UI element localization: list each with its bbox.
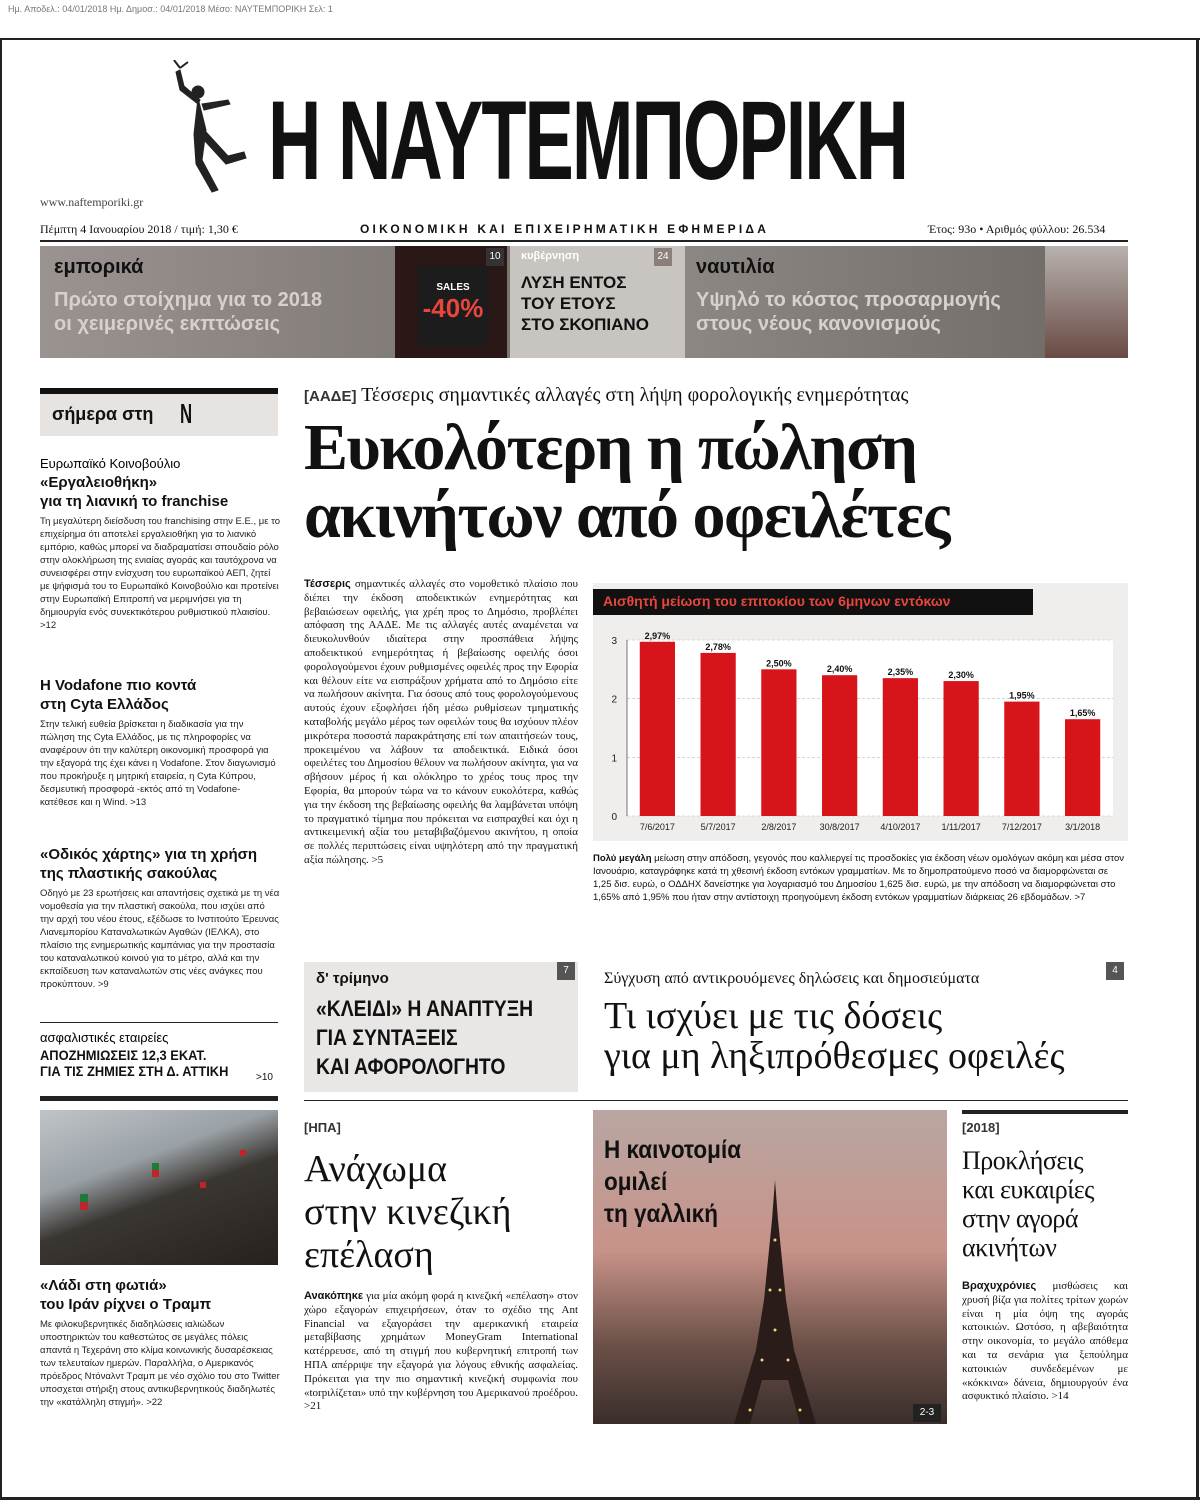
gdp-headline [316, 994, 533, 1081]
installments-page-badge: 4 [1106, 962, 1124, 980]
iran-body: Με φιλοκυβερνητικές διαδηλώσεις ιαλιώδων υποστηρικτών του καθεστώτος σε μεγάλες πόλεις απαντά η Τεχεράνη στο κλίμα κοινωνικής δυσαρέσκειας των τελευταίων ημερών. Παραλλήλα, ο Αμερικανός πρόεδρος Ντόναλντ Τραμπ με νέο σχόλιο του στο Twitter υποσχεται στήριξη στους αντικυβερνητικούς διαδηλωτές την «κατάλληλη στιγμή». >22 [40, 1319, 280, 1408]
banner-commerce-page-badge: 10 [486, 248, 504, 266]
date-price: Πέμπτη 4 Ιανουαρίου 2018 / τιμή: 1,30 € [40, 222, 238, 236]
page-border-left [0, 38, 2, 1500]
banner-government-headline [521, 272, 649, 335]
innovation-head-1: Η καινοτομία [604, 1136, 742, 1164]
usa-head-2: στην κινεζική [304, 1191, 512, 1233]
iran-flags-icon [40, 1110, 278, 1265]
main-body-lead: Τέσσερις [304, 578, 351, 590]
sidebar-divider [40, 1022, 278, 1023]
n-logo: N [180, 398, 193, 429]
sidebar-item[interactable] [40, 456, 280, 632]
year2018-headline[interactable] [962, 1146, 1128, 1262]
today-in-box [40, 394, 278, 436]
sidebar-item-head-2: στη Cyta Ελλάδος [40, 696, 169, 713]
innovation-head-3: τη γαλλική [604, 1200, 718, 1228]
main-headline[interactable] [304, 411, 1134, 552]
sidebar-item-body: Οδηγό με 23 ερωτήσεις και απαντήσεις σχετικά με τη νέα νομοθεσία για την πλαστική σακούλα, που ισχύει από την αρχή του νέου έτους, εξέδωσε το Ινστιτούτο Έρευνας Λιανεμπορίου Καταναλωτικών Αγαθών (ΙΕΛΚΑ), στο πλαίσιο της ενημερωτικής καμπάνιας για την προστασία του καταναλωτικού κοινού για το μέτρο, αλλά και την εκπαίδευση των καταναλωτών στις νέες ανάγκες που προκύπτουν. >9 [40, 888, 280, 990]
chart-bar [640, 642, 675, 816]
main-headline-line-1: Ευκολότερη η πώληση [304, 411, 917, 484]
chart-x-tick: 30/8/2017 [819, 822, 860, 832]
masthead-rule [40, 240, 1128, 242]
chart-y-tick: 0 [611, 812, 617, 823]
iran-head-2: του Ιράν ρίχνει ο Τραμπ [40, 1296, 212, 1313]
chart-caption-text: μείωση στην απόδοση, γεγονός που καλλιεργεί τις προσδοκίες για έκδοση νέων ομολόγων ακόμη και μέσα στον Ιανουάριο, καταγράφηκε κατά τη χθεσινή έκδοση εντόκων γραμματίων. Με το δημοπρατούμενο ποσό να διαμορφώνεται σε 1,25 δισ. ευρώ, ο ΟΔΔΗΧ δανείστηκε για λογαριασμό του Δημοσίου 1,625 δισ. ευρώ, με την απόδοση να διαμορφώνεται στο 1,65% από 1,95% που ήταν στην αντίστοιχη προηγούμενη έκδοση εντόκων γραμματίων διάρκειας 26 εβδομάδων. >7 [593, 853, 1125, 903]
section-divider [962, 1110, 1128, 1114]
banner-commerce-head-1: Πρώτο στοίχημα για το 2018 [54, 289, 323, 311]
iran-teaser[interactable] [40, 1276, 280, 1409]
chart-bar [944, 681, 979, 816]
main-article-body [304, 578, 578, 868]
tagline: ΟΙΚΟΝΟΜΙΚΗ ΚΑΙ ΕΠΙΧΕΙΡΗΜΑΤΙΚΗ ΕΦΗΜΕΡΙΔΑ [360, 222, 770, 236]
chart-bar [883, 678, 918, 816]
chart-data-label: 2,78% [705, 641, 731, 652]
chart-y-tick: 3 [611, 636, 617, 647]
usa-headline[interactable] [304, 1148, 584, 1277]
sales-percent: -40% [422, 293, 484, 323]
chart-data-label: 2,40% [826, 664, 853, 675]
banner-shipping-head-2: στους νέους κανονισμούς [696, 313, 941, 335]
main-kicker [304, 384, 908, 407]
chart-data-label: 2,50% [766, 658, 792, 669]
page-border-bottom [0, 1497, 1200, 1500]
ship-photo [1045, 246, 1128, 358]
insurance-head-1: ΑΠΟΖΗΜΙΩΣΕΙΣ 12,3 ΕΚΑΤ. [40, 1047, 207, 1063]
website-link[interactable]: www.naftemporiki.gr [40, 195, 144, 209]
chart-data-label: 2,30% [948, 670, 974, 681]
usa-article-body [304, 1290, 578, 1414]
banner-government-head-2: ΤΟΥ ΕΤΟΥΣ [521, 294, 616, 313]
chart-bar [1004, 702, 1039, 816]
archive-meta-line: Ημ. Αποδελ.: 04/01/2018 Ημ. Δημοσ.: 04/01/2018 Μέσο: ΝΑΥΤΕΜΠΟΡΙΚΗ Σελ: 1 [8, 4, 333, 14]
iran-head-1: «Λάδι στη φωτιά» [40, 1277, 167, 1294]
banner-government-page-badge: 24 [654, 248, 672, 266]
innovation-head-2: ομιλεί [604, 1168, 668, 1196]
installments-headline[interactable] [604, 996, 1124, 1076]
page-border-right [1196, 38, 1199, 1500]
chart-x-tick: 4/10/2017 [880, 822, 921, 832]
sidebar-divider [40, 1096, 278, 1101]
gdp-head-1: «ΚΛΕΙΔΙ» Η ΑΝΑΠΤΥΞΗ [316, 996, 534, 1021]
chart-title: Αισθητή μείωση του επιτοκίου των 6μηνων εντόκων [603, 593, 951, 609]
chart-x-tick: 3/1/2018 [1065, 822, 1101, 832]
chart-bar [822, 675, 857, 816]
issue-number: Έτος: 93ο • Αριθμός φύλλου: 26.534 [928, 222, 1106, 236]
chart-plot-area [627, 640, 1113, 816]
installments-head-1: Τι ισχύει με τις δόσεις [604, 995, 943, 1037]
chart-caption-lead: Πολύ μεγάλη [593, 853, 652, 864]
sidebar-item-head-2: για τη λιανική το franchise [40, 493, 229, 510]
iran-crowd-photo [40, 1110, 278, 1265]
banner-commerce-label: εμπορικά [54, 256, 144, 278]
chart-x-tick: 7/6/2017 [639, 822, 675, 832]
banner-government-label: κυβέρνηση [521, 250, 580, 262]
insurance-teaser[interactable] [40, 1030, 280, 1079]
today-in-label: σήμερα στη [52, 404, 154, 424]
installments-head-2: για μη ληξιπρόθεσμες οφειλές [604, 1035, 1065, 1077]
gdp-head-2: ΓΙΑ ΣΥΝΤΑΞΕΙΣ [316, 1025, 458, 1050]
gdp-head-3: ΚΑΙ ΑΦΟΡΟΛΟΓΗΤΟ [316, 1054, 506, 1079]
chart-y-tick: 1 [611, 753, 617, 765]
year2018-head-2: και ευκαιρίες [962, 1175, 1094, 1204]
banner-shipping-label: ναυτιλία [696, 256, 775, 278]
sidebar-item-head-1: «Οδικός χάρτης» για τη χρήση [40, 846, 258, 863]
page-border-top [0, 38, 1200, 40]
usa-body-lead: Ανακόπηκε [304, 1290, 364, 1302]
chart-x-tick: 5/7/2017 [700, 822, 736, 832]
hermes-logo-icon [158, 60, 258, 200]
innovation-page-badge: 2-3 [913, 1404, 941, 1422]
sidebar-item[interactable] [40, 845, 280, 991]
chart-caption [593, 852, 1128, 904]
chart-bar [701, 653, 736, 816]
year2018-head-3: στην αγορά [962, 1204, 1079, 1233]
sidebar-item-head-2: της πλαστικής σακούλας [40, 865, 218, 882]
gdp-kicker: δ' τρίμηνο [316, 970, 389, 987]
chart-x-tick: 1/11/2017 [941, 822, 981, 832]
chart-data-label: 2,97% [644, 630, 671, 641]
year2018-body-text: μισθώσεις και χρυσή βίζα για πολίτες τρίτων χωρών είναι η μία όψη της αγοράς κατοικιών. Ωστόσο, η αβεβαιότητα στην οικονομία, το μεγάλο απόθεμα και τα σενάρια για ξεπούλημα κατοικιών συνδεδεμένων με «κόκκινα» δάνεια, δημιουργούν ένα ασφυκτικό πλαίσιο. >14 [962, 1280, 1128, 1403]
year2018-tag: [2018] [962, 1120, 1000, 1135]
insurance-label: ασφαλιστικές εταιρείες [40, 1030, 169, 1045]
sidebar-item[interactable] [40, 676, 280, 809]
main-kicker-text: Τέσσερις σημαντικές αλλαγές στη λήψη φορολογικής ενημερότητας [361, 384, 909, 406]
sidebar-item-head-1: «Εργαλειοθήκη» [40, 474, 158, 491]
sales-tag-image [418, 266, 488, 346]
sidebar-item-body: Τη μεγαλύτερη διείσδυση του franchising στην Ε.Ε., με το επιχείρημα ότι αποτελεί εργαλειοθήκη για το λιανικό εμπόριο, καθώς μπορεί να διαδραματίσει σπουδαίο ρόλο στην ολοκλήρωση της ενιαίας αγοράς και ταυτόχρονα να συνεισφέρει στην ενίσχυση του ευρωπαϊκού ΑΕΠ, ζητεί με ψήφισμά του το Ευρωπαϊκό Κοινοβούλιο και προτείνει στην Ευρωπαϊκή Επιτροπή να μεριμνήσει για τη δημιουργία ενός συνεκτικότερου ρυθμιστικού πλαισίου. >12 [40, 516, 280, 631]
section-divider [304, 1100, 1128, 1101]
banner-government-head-1: ΛΥΣΗ ΕΝΤΟΣ [521, 273, 627, 292]
usa-body-text: για μία ακόμη φορά η κινεζική «επέλαση» στον χώρο εξαγορών επιχειρήσεων, όταν το σχέδιο της Ant Financial να εξαγοράσει την αμερικανική εταιρεία μεταβίβασης χρημάτων MoneyGram International κατέρρευσε, από τη στιγμή που κυβερνητική επιτροπή των ΗΠΑ απέρριψε την εξαγορά για λόγους εθνικής ασφαλείας. Πρόκειται για την πιο σημαντική κινεζική συμφωνία που «torpιλίζεται» υπό την κυβέρνηση του Αμερικανού προέδρου. >21 [304, 1290, 579, 1413]
year2018-article-body [962, 1280, 1128, 1404]
chart-bar [761, 669, 796, 816]
sidebar-item-category: Ευρωπαϊκό Κοινοβούλιο [40, 456, 181, 471]
gdp-page-badge: 7 [557, 962, 575, 980]
sidebar-item-head-1: Η Vodafone πιο κοντά [40, 677, 197, 694]
usa-head-1: Ανάχωμα [304, 1148, 448, 1190]
chart-y-tick: 2 [611, 694, 617, 706]
usa-head-3: επέλαση [304, 1234, 434, 1276]
sidebar-item-body: Στην τελική ευθεία βρίσκεται η διαδικασία για την πώληση της Cyta Ελλάδος, με τις πληροφορίες να αναφέρουν ότι την καλύτερη οικονομική προσφορά για την εξαγορά της έχει κάνει η Vodafone. Στον διαγωνισμό που προκήρυξε η μητρική εταιρεία, η Cyta Κύπρου, δεσμευτική προσφορά -εκτός από τη Vodafone- κατέθεσε και η Wind. >13 [40, 719, 276, 808]
banner-government-head-3: ΣΤΟ ΣΚΟΠΙΑΝΟ [521, 315, 649, 334]
eiffel-tower-icon [730, 1180, 820, 1424]
year2018-head-4: ακινήτων [962, 1233, 1057, 1262]
banner-commerce-head-2: οι χειμερινές εκπτώσεις [54, 313, 281, 335]
year2018-head-1: Προκλήσεις [962, 1146, 1084, 1175]
year2018-body-lead: Βραχυχρόνιες [962, 1280, 1037, 1292]
main-headline-line-2: ακινήτων από οφειλέτες [304, 479, 949, 552]
chart-x-tick: 7/12/2017 [1001, 822, 1042, 832]
chart-data-label: 1,65% [1069, 708, 1096, 719]
sales-text: SALES [436, 282, 470, 293]
banner-shipping-head-1: Υψηλό το κόστος προσαρμογής [696, 289, 1001, 311]
chart-x-tick: 2/8/2017 [761, 822, 797, 832]
rates-bar-chart [593, 620, 1128, 840]
chart-bar [1065, 719, 1100, 816]
insurance-ref: >10 [256, 1072, 273, 1083]
innovation-headline [604, 1134, 741, 1230]
installments-kicker: Σύγχυση από αντικρουόμενες δηλώσεις και δημοσιεύματα [604, 970, 980, 987]
insurance-head-2: ΓΙΑ ΤΙΣ ΖΗΜΙΕΣ ΣΤΗ Δ. ΑΤΤΙΚΗ [40, 1063, 229, 1079]
main-kicker-tag: [ΑΑΔΕ] [304, 388, 357, 405]
newspaper-title: Η ΝΑΥΤΕΜΠΟΡΙΚΗ [268, 78, 908, 203]
main-body-text: σημαντικές αλλαγές στο νομοθετικό πλαίσιο που διέπει την έκδοση αποδεικτικών ενημερότητας και βεβαιώσεων οφειλής, για χρέη προς το Δημόσιο, προβλέπει απόφαση της ΑΑΔΕ. Με τις αλλαγές αυτές αναμένεται να διευκολυνθούν ιδιαίτερα στην προσπάθεια λήψης αποδεικτικού ενημερότητας ή βεβαίωσης οφειλής όσοι φορολογούμενοι έχουν ρυθμισμένες οφειλές προς την Εφορία και θέλουν είτε να εισπράξουν χρήματα από το Δημόσιο είτε να πωλήσουν ακίνητα. Για όσους από τους φορολογούμενους αυτούς έχουν εξοφλήσει ήδη μέσω ρυθμίσεων τμηματικής καταβολής μεγάλο μέρος των οφειλών τους θα ισχύουν πλέον μικρότερα ποσοστά παρακράτησης επί των απαιτήσεών τους, προκειμένου να λάβουν τα αποδεικτικά. Ειδικά όσοι οφειλέτες του Δημοσίου θέλουν να πωλήσουν ακίνητα, για να σβήσουν μέρος ή και ολόκληρο το χρέος τους προς την Εφορία, θα μπορούν τώρα να το κάνουν ευκολότερα, καθώς για την έκδοση της βεβαίωσης οφειλής θα λαμβάνεται υπόψη το πραγματικό τίμημα που πρόκειται να εισπραχθεί και όχι η αντικειμενική αξία του μεταβιβαζόμενου ακινήτου, η οποία σε πολλές περιπτώσεις είναι υψηλότερη από την πραγματική αξία πώλησης. >5 [304, 578, 578, 866]
chart-data-label: 2,35% [887, 667, 914, 678]
usa-tag: [ΗΠΑ] [304, 1120, 341, 1135]
chart-data-label: 1,95% [1009, 690, 1035, 701]
